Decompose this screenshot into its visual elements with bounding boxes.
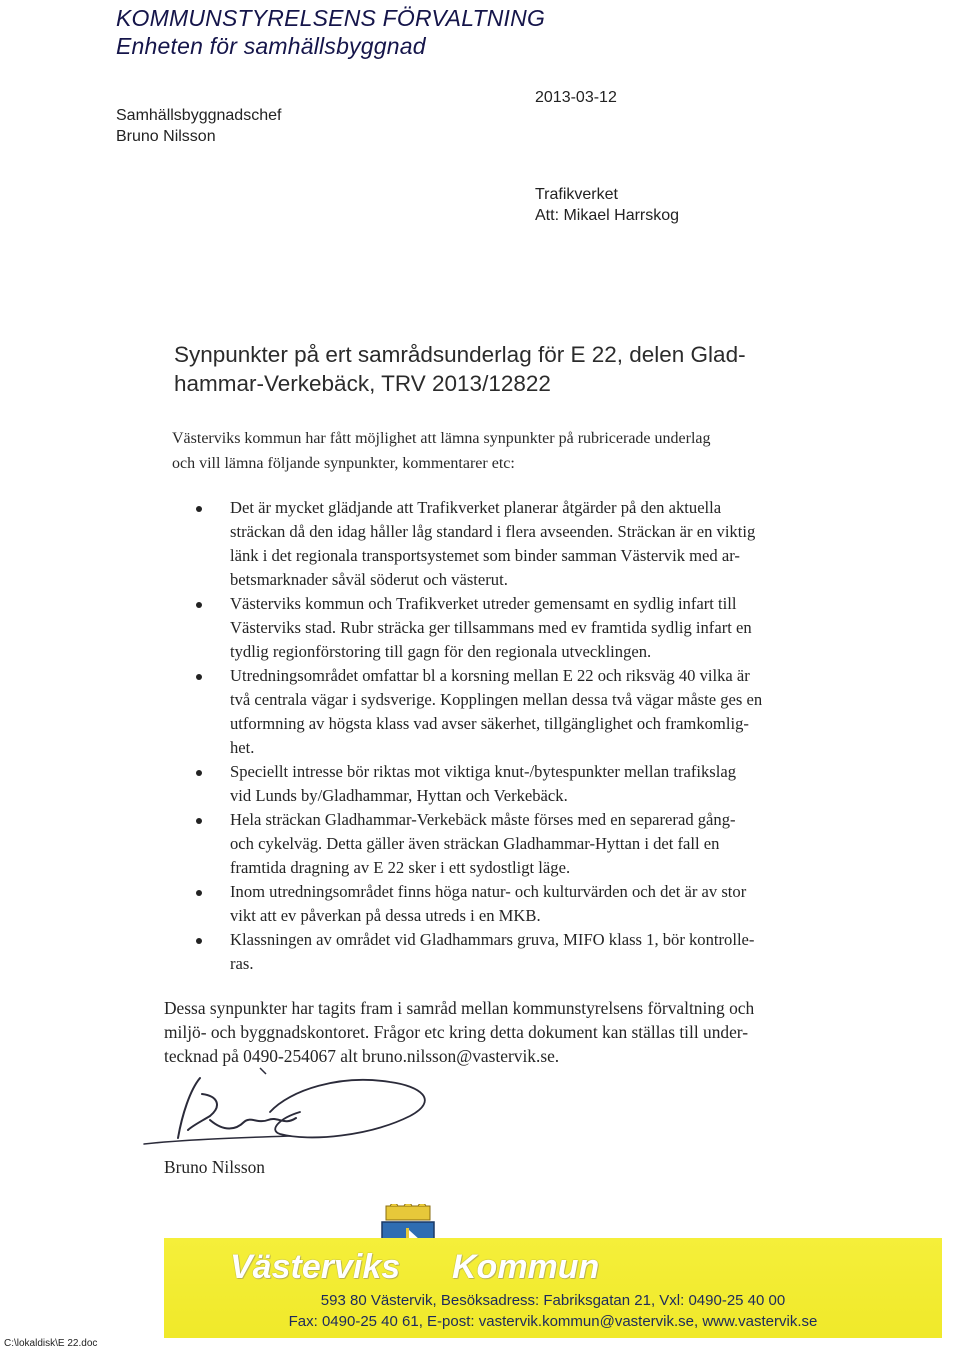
signature-name: Bruno Nilsson (164, 1157, 265, 1177)
footer-address: 593 80 Västervik, Besöksadress: Fabriksgatan 21, Vxl: 0490-25 40 00 (320, 1292, 786, 1309)
bullet-item (196, 760, 856, 808)
intro-line-1: Västerviks kommun har fått möjlighet att lämna synpunkter på rubricerade underlag (172, 430, 711, 447)
sender-role: Samhällsbyggnadschef (116, 107, 282, 124)
bullet-dot-icon (196, 890, 202, 896)
brand-right: Kommun (452, 1248, 600, 1286)
bullet-dot-icon (196, 770, 202, 776)
bullet-line: länk i det regionala transportsystemet som binder samman Västervik med ar- (230, 546, 740, 565)
bullet-dot-icon (196, 602, 202, 608)
bullet-line: ras. (230, 954, 254, 973)
intro-paragraph (172, 426, 852, 476)
bullet-line: vid Lunds by/Gladhammar, Hyttan och Verkebäck. (230, 786, 568, 805)
bullet-line: tydlig regionförstoring till gagn för den regionala utvecklingen. (230, 642, 652, 661)
file-path: C:\lokaldisk\E 22.doc (4, 1338, 98, 1349)
letter-date: 2013-03-12 (535, 89, 617, 106)
bullet-line: Hela sträckan Gladhammar-Verkebäck måste förses med en separerad gång- (230, 810, 736, 829)
bullet-line: och cykelväg. Detta gäller även sträckan Gladhammar-Hyttan i det fall en (230, 834, 720, 853)
closing-line-2: miljö- och byggnadskontoret. Frågor etc kring detta dokument kan ställas till under- (164, 1022, 749, 1042)
bullet-item (196, 808, 856, 880)
bullet-dot-icon (196, 674, 202, 680)
bullet-line: framtida dragning av E 22 sker i ett sydostligt läge. (230, 858, 571, 877)
letter-title (174, 340, 854, 398)
closing-line-1: Dessa synpunkter har tagits fram i samråd mellan kommunstyrelsens förvaltning och (164, 998, 755, 1018)
bullet-line: vikt att ev påverkan på dessa utreds i en MKB. (230, 906, 541, 925)
bullet-item (196, 496, 856, 592)
bullet-line: Inom utredningsområdet finns höga natur- och kulturvärden och det är av stor (230, 882, 747, 901)
bullet-item (196, 880, 856, 928)
brand-left: Västerviks (230, 1248, 401, 1286)
bullet-line: Västerviks stad. Rubr sträcka ger tillsammans med ev framtida sydlig infart en (230, 618, 752, 637)
bullet-dot-icon (196, 818, 202, 824)
closing-paragraph (164, 996, 854, 1068)
bullet-list (196, 496, 856, 976)
title-line-1: Synpunkter på ert samrådsunderlag för E 22, delen Glad- (174, 342, 746, 367)
bullet-line: Utredningsområdet omfattar bl a korsning mellan E 22 och riksväg 40 vilka är (230, 666, 750, 685)
bullet-line: Västerviks kommun och Trafikverket utreder gemensamt en sydlig infart till (230, 594, 737, 613)
bullet-line: Klassningen av området vid Gladhammars gruva, MIFO klass 1, bör kontrolle- (230, 930, 755, 949)
bullet-line: het. (230, 738, 255, 757)
bullet-item (196, 928, 856, 976)
bullet-dot-icon (196, 938, 202, 944)
unit-heading: Enheten för samhällsbyggnad (116, 33, 426, 59)
recipient-attn: Att: Mikael Harrskog (535, 207, 680, 224)
bullet-line: Speciellt intresse bör riktas mot viktiga knut-/bytespunkter mellan trafikslag (230, 762, 736, 781)
bullet-line: utformning av högsta klass vad avser säkerhet, tillgänglighet och framkomlig- (230, 714, 749, 733)
intro-line-2: och vill lämna följande synpunkter, kommentarer etc: (172, 455, 515, 472)
footer-band (164, 1238, 942, 1338)
bullet-line: två centrala vägar i sydsverige. Kopplingen mellan dessa två vägar måste ges en (230, 690, 763, 709)
bullet-line: betsmarknader såväl söderut och västerut. (230, 570, 508, 589)
org-heading: KOMMUNSTYRELSENS FÖRVALTNING (116, 5, 546, 31)
bullet-line: Det är mycket glädjande att Trafikverket planerar åtgärder på den aktuella (230, 498, 722, 517)
bullet-dot-icon (196, 506, 202, 512)
bullet-item (196, 592, 856, 664)
closing-line-3: tecknad på 0490-254067 alt bruno.nilsson@vastervik.se. (164, 1046, 560, 1066)
bullet-line: sträckan då den idag håller låg standard i flera avseenden. Sträckan är en viktig (230, 522, 756, 541)
bullet-item (196, 664, 856, 760)
title-line-2: hammar-Verkebäck, TRV 2013/12822 (174, 371, 551, 396)
handwritten-signature (140, 1060, 460, 1160)
recipient-org: Trafikverket (535, 186, 618, 203)
sender-name: Bruno Nilsson (116, 128, 216, 145)
footer-contact: Fax: 0490-25 40 61, E-post: vastervik.kommun@vastervik.se, www.vastervik.se (288, 1313, 818, 1330)
